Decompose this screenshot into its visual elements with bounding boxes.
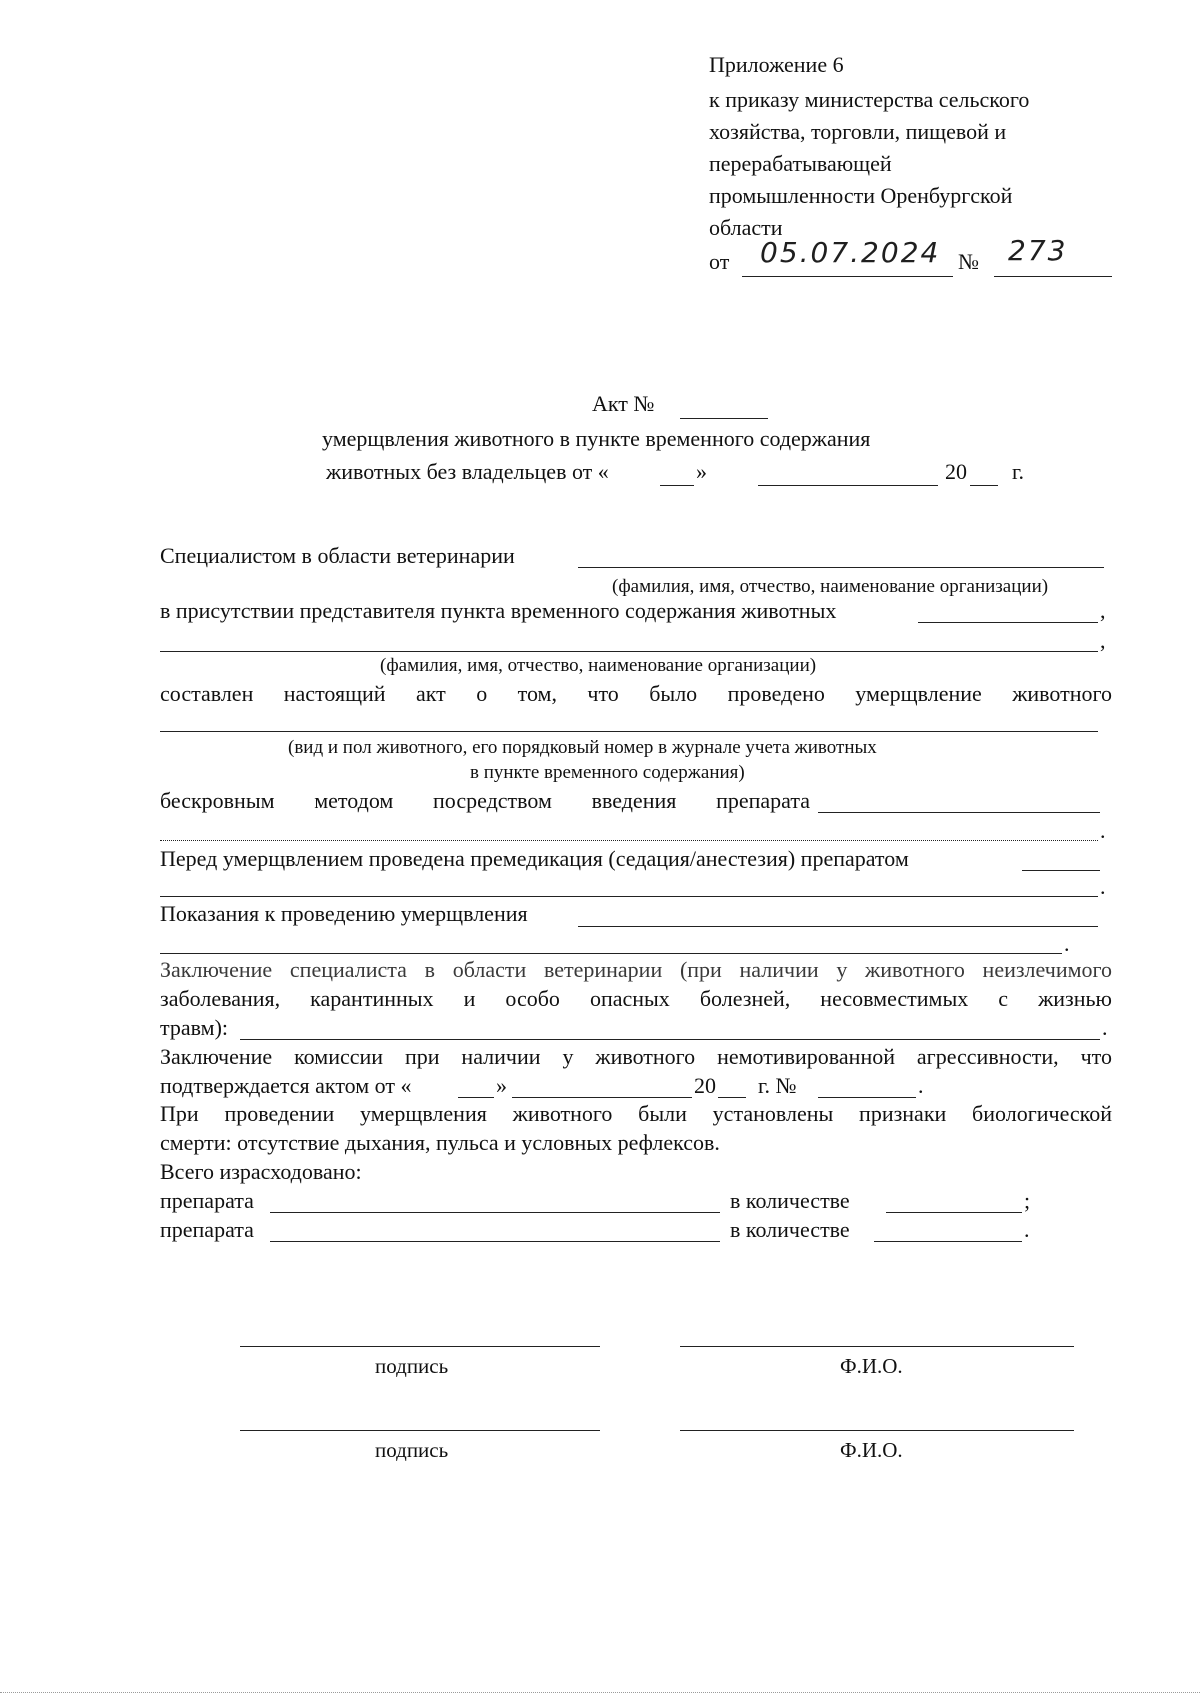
vet-conclusion-field-line [240,1039,1100,1040]
scan-edge [0,1692,1200,1693]
presence-note: (фамилия, имя, отчество, наименование организации) [380,655,817,676]
indications-label: Показания к проведению умерщвления [160,901,528,926]
method-field-line [818,812,1100,813]
signature-line [240,1346,600,1347]
order-number-handwritten: 273 [1008,234,1068,267]
commission-line-2b: » [496,1073,507,1098]
title-year-prefix: 20 [945,459,967,484]
order-from-label: от [709,249,730,274]
order-number-line [994,276,1112,277]
commission-number-line [818,1097,916,1098]
total-label: Всего израсходовано: [160,1159,362,1184]
animal-note-2: в пункте временного содержания) [470,762,745,783]
title-line-2: умерщвления животного в пункте временного содержания [322,426,871,451]
header-line: Приложение 6 [709,52,844,77]
commission-line-2a: подтверждается актом от « [160,1073,412,1098]
order-date-line [742,276,953,277]
header-line: хозяйства, торговли, пищевой и [709,119,1007,144]
title-act-number: Акт № [592,391,655,416]
commission-line-1: Заключение комиссии при наличии у животного немотивированной агрессивности, что [160,1044,1112,1069]
title-line-3b: » [696,459,707,484]
title-day-line [660,485,694,486]
quantity-label-2: в количестве [730,1217,850,1242]
commission-year-line [718,1097,746,1098]
signature-line [240,1430,600,1431]
drug-field-line-2 [270,1241,720,1242]
header-line: области [709,215,783,240]
quantity-field-line-2 [874,1241,1022,1242]
specialist-field-line [578,567,1104,568]
drug-label-2: препарата [160,1217,254,1242]
quantity-label-1: в количестве [730,1188,850,1213]
commission-year-prefix: 20 [694,1073,716,1098]
specialist-note: (фамилия, имя, отчество, наименование организации) [612,576,1049,597]
order-date-handwritten: 05.07.2024 [760,236,941,269]
animal-note-1: (вид и пол животного, его порядковый номер в журнале учета животных [288,737,877,758]
title-month-line [758,485,938,486]
presence-label: в присутствии представителя пункта временного содержания животных [160,598,837,623]
vet-conclusion-period: . [1102,1015,1108,1040]
premed-field-line-2 [160,896,1098,897]
header-line: к приказу министерства сельского [709,87,1030,112]
full-name-line [680,1346,1074,1347]
quantity-semicolon: ; [1024,1188,1031,1213]
title-year-suffix: г. [1012,459,1025,484]
commission-period: . [918,1073,924,1098]
indications-period: . [1064,931,1070,956]
animal-field-line [160,731,1098,732]
signature-label: подпись [375,1354,449,1378]
premed-field-line [1022,870,1100,871]
commission-day-line [458,1097,494,1098]
presence-field-line [918,622,1098,623]
header-line: перерабатывающей [709,151,892,176]
presence-field-line-2 [160,651,1098,652]
death-line-1: При проведении умерщвления животного были установлены признаки биологической [160,1101,1112,1126]
method-field-line-2 [160,840,1098,841]
header-line: промышленности Оренбургской [709,183,1013,208]
method-period: . [1100,818,1106,843]
commission-line-2d: г. № [758,1073,797,1098]
title-line-3a: животных без владельцев от « [326,459,609,484]
drug-field-line-1 [270,1212,720,1213]
full-name-label: Ф.И.О. [840,1438,903,1462]
vet-conclusion-line-2: заболевания, карантинных и особо опасных болезней, несовместимых с жизнью [160,986,1112,1011]
quantity-period: . [1024,1217,1030,1242]
quantity-field-line-1 [886,1212,1022,1213]
indications-field-line-2 [160,953,1062,954]
death-line-2: смерти: отсутствие дыхания, пульса и условных рефлексов. [160,1130,720,1155]
presence-comma-2: , [1100,628,1106,653]
title-year-line [970,485,998,486]
order-number-sign: № [958,249,979,274]
commission-month-line [512,1097,692,1098]
full-name-line [680,1430,1074,1431]
premed-period: . [1100,874,1106,899]
indications-field-line [578,926,1098,927]
premed-label: Перед умерщвлением проведена премедикация (седация/анестезия) препаратом [160,846,909,871]
specialist-label: Специалистом в области ветеринарии [160,543,515,568]
vet-conclusion-line-1: Заключение специалиста в области ветеринарии (при наличии у животного неизлечимого [160,957,1112,982]
presence-comma: , [1100,598,1106,623]
method-label: бескровным методом посредством введения препарата [160,788,810,813]
drug-label-1: препарата [160,1188,254,1213]
act-number-line [680,418,768,419]
signature-label: подпись [375,1438,449,1462]
vet-conclusion-line-3: травм): [160,1015,229,1040]
full-name-label: Ф.И.О. [840,1354,903,1378]
compiled-label: составлен настоящий акт о том, что было проведено умерщвление животного [160,681,1112,706]
